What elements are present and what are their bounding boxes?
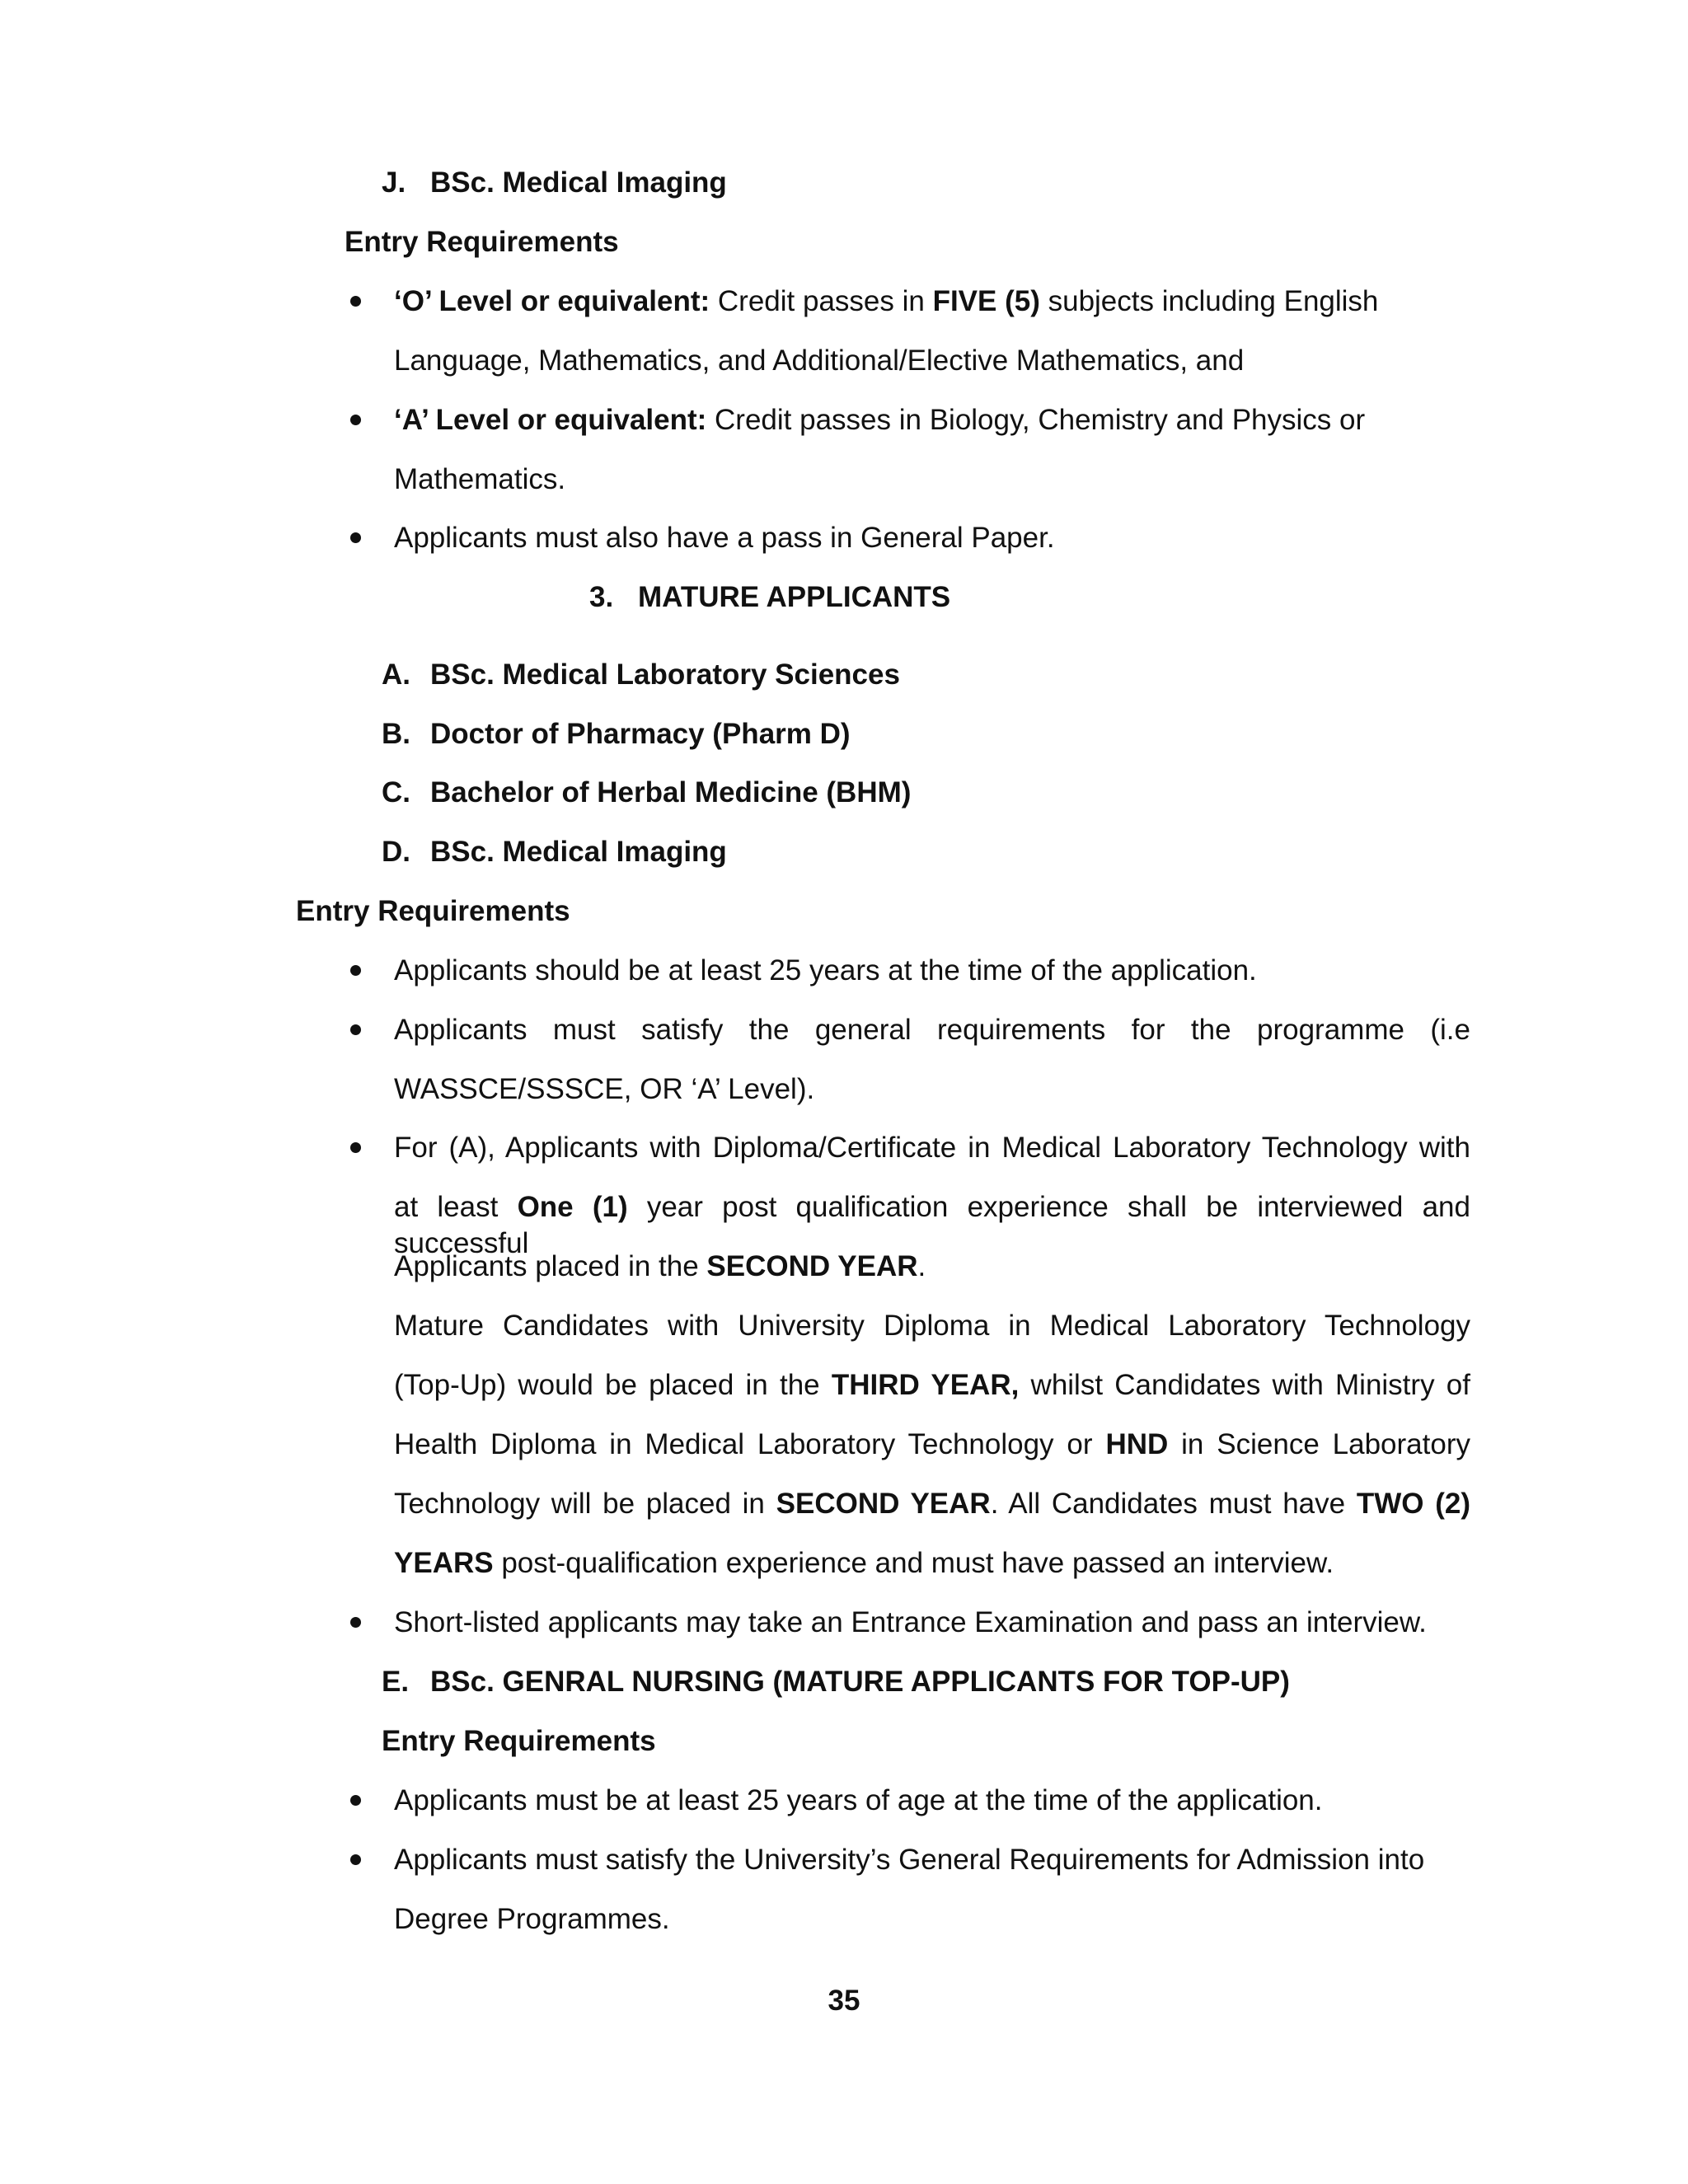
bullet-icon [350, 532, 361, 543]
bullet-icon [350, 415, 361, 425]
mature-para-line2: (Top-Up) would be placed in the THIRD YEAR, whilst Candidates with Ministry of [394, 1369, 1470, 1401]
mature-para-line3: Health Diploma in Medical Laboratory Technology or HND in Science Laboratory [394, 1428, 1470, 1460]
mature-title: MATURE APPLICANTS [638, 581, 951, 613]
mature-bullet3-line3: Applicants placed in the SECOND YEAR. [394, 1250, 926, 1282]
j-bullet2-line1: ‘A’ Level or equivalent: Credit passes in Biology, Chemistry and Physics or [394, 404, 1366, 436]
programme-name-b: Doctor of Pharmacy (Pharm D) [430, 718, 851, 750]
section-j-title: BSc. Medical Imaging [430, 166, 727, 199]
bullet-icon [350, 1795, 361, 1806]
programme-name-a: BSc. Medical Laboratory Sciences [430, 658, 900, 691]
mature-para-line5: YEARS post-qualification experience and must have passed an interview. [394, 1547, 1334, 1579]
mature-number: 3. [589, 581, 614, 613]
mature-para-line4: Technology will be placed in SECOND YEAR. All Candidates must have TWO (2) [394, 1488, 1470, 1520]
j-bullet3: Applicants must also have a pass in General Paper. [394, 522, 1055, 554]
bullet-icon [350, 1617, 361, 1628]
mature-bullet4: Short-listed applicants may take an Entrance Examination and pass an interview. [394, 1606, 1427, 1638]
mature-bullet2-line1: Applicants must satisfy the general requirements for the programme (i.e [394, 1014, 1470, 1046]
e-bullet2-line2: Degree Programmes. [394, 1903, 670, 1935]
entry-requirements-heading-j: Entry Requirements [345, 226, 619, 258]
section-j-letter: J. [382, 166, 406, 199]
mature-bullet3-line1: For (A), Applicants with Diploma/Certificate in Medical Laboratory Technology with [394, 1132, 1470, 1164]
e-bullet1: Applicants must be at least 25 years of age at the time of the application. [394, 1784, 1323, 1816]
entry-requirements-heading-e: Entry Requirements [382, 1725, 656, 1757]
bullet-icon [350, 965, 361, 976]
programme-name-d: BSc. Medical Imaging [430, 836, 727, 868]
programme-letter-a: A. [382, 658, 410, 691]
mature-para-line1: Mature Candidates with University Diploma in Medical Laboratory Technology [394, 1310, 1470, 1342]
e-bullet2-line1: Applicants must satisfy the University’s General Requirements for Admission into [394, 1844, 1425, 1876]
bullet-icon [350, 1024, 361, 1035]
j-bullet2-line2: Mathematics. [394, 463, 566, 495]
programme-letter-b: B. [382, 718, 410, 750]
programme-letter-c: C. [382, 776, 410, 808]
mature-bullet2-line2: WASSCE/SSSCE, OR ‘A’ Level). [394, 1073, 815, 1105]
mature-bullet1: Applicants should be at least 25 years at the time of the application. [394, 954, 1257, 987]
j-bullet1-line2: Language, Mathematics, and Additional/Elective Mathematics, and [394, 344, 1245, 377]
section-e-title: BSc. GENRAL NURSING (MATURE APPLICANTS FOR TOP-UP) [430, 1666, 1290, 1698]
page-number: 35 [828, 1985, 860, 2017]
section-e-letter: E. [382, 1666, 410, 1698]
bullet-icon [350, 1854, 361, 1865]
mature-bullet3-line2: at least One (1) year post qualification experience shall be interviewed and successful [394, 1191, 1470, 1259]
bullet-icon [350, 1142, 361, 1153]
bullet-icon [350, 296, 361, 307]
j-bullet1-line1: ‘O’ Level or equivalent: Credit passes in FIVE (5) subjects including English [394, 285, 1379, 317]
entry-requirements-heading-mature: Entry Requirements [296, 895, 570, 927]
programme-name-c: Bachelor of Herbal Medicine (BHM) [430, 776, 912, 808]
programme-letter-d: D. [382, 836, 410, 868]
